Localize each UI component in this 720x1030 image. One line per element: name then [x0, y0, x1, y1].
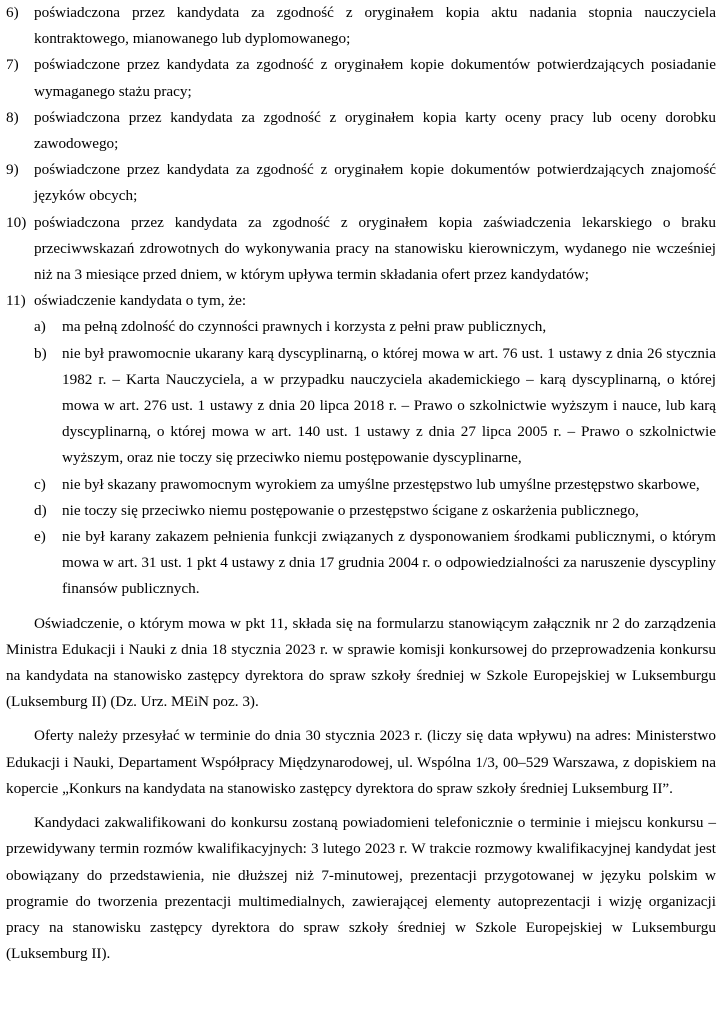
list-item — [6, 105, 716, 157]
list-item — [6, 210, 716, 289]
list-item-number: 10) — [6, 213, 27, 231]
sub-list-item-text: ma pełną zdolność do czynności prawnych i korzysta z pełni praw publicznych, — [62, 318, 547, 336]
sub-list-item-letter: d) — [34, 501, 47, 519]
list-item-text: poświadczona przez kandydata za zgodność z oryginałem kopia aktu nadania stopnia nauczyciela kontraktowego, mianowanego lub dyplomowanego; — [34, 4, 716, 48]
list-item — [6, 288, 716, 314]
sub-list-item-letter: b) — [34, 344, 47, 362]
list-item — [6, 0, 716, 52]
list-item-text: oświadczenie kandydata o tym, że: — [34, 292, 247, 310]
paragraph-declaration: Oświadczenie, o którym mowa w pkt 11, składa się na formularzu stanowiącym załącznik nr 2 do zarządzenia Ministra Edukacji i Nauki z dnia 18 stycznia 2023 r. w sprawie komisji konkursowej do przeprowadzenia konkursu na kandydata na stanowisko zastępcy dyrektora do spraw szkoły średniej w Szkole Europejskiej w Luksemburgu (Luksemburg II) (Dz. Urz. MEiN poz. 3). — [6, 614, 716, 711]
list-item — [6, 157, 716, 209]
sub-list-item-text: nie był prawomocnie ukarany karą dyscyplinarną, o której mowa w art. 76 ust. 1 ustawy z dnia 26 stycznia 1982 r. – Karta Nauczyciela, a w przypadku nauczyciela akademickiego – karą dyscyplinarną, o której mowa w art. 276 ust. 1 ustawy z dnia 20 lipca 2018 r. – Prawo o szkolnictwie wyższym i nauce, lub karą dyscyplinarną, o której mowa w art. 140 ust. 1 ustawy z dnia 27 lipca 2005 r. – Prawo o szkolnictwie wyższym, oraz nie toczy się przeciwko niemu postępowanie dyscyplinarne, — [62, 344, 716, 467]
sub-list-item — [34, 314, 716, 340]
sub-list-item-text: nie był karany zakazem pełnienia funkcji związanych z dysponowaniem środkami publicznymi, o którym mowa w art. 31 ust. 1 pkt 4 ustawy z dnia 17 grudnia 2004 r. o odpowiedzialności za naruszenie dyscypliny finansów publicznych. — [62, 528, 716, 598]
list-item-text: poświadczona przez kandydata za zgodność z oryginałem kopia karty oceny pracy lub oceny dorobku zawodowego; — [34, 108, 716, 153]
sub-list-item-letter: e) — [34, 528, 46, 546]
numbered-list — [6, 0, 716, 603]
list-item-number: 8) — [6, 108, 19, 126]
paragraph-interview: Kandydaci zakwalifikowani do konkursu zostaną powiadomieni telefonicznie o terminie i miejscu konkursu – przewidywany termin rozmów kwalifikacyjnych: 3 lutego 2023 r. W trakcie rozmowy kwalifikacyjnej kandydat jest obowiązany do przedstawienia, nie dłuższej niż 7-minutowej, prezentacji przygotowanej w języku polskim w programie do tworzenia prezentacji multimedialnych, zawierającej elementy autoprezentacji i wizję organizacji pracy na stanowisku zastępcy dyrektora do spraw szkoły średniej w Szkole Europejskiej w Luksemburgu (Luksemburg II). — [6, 814, 716, 963]
list-item-number: 7) — [6, 56, 19, 74]
list-item-number: 11) — [6, 292, 26, 310]
sub-list-item-letter: c) — [34, 475, 46, 493]
list-item — [6, 52, 716, 104]
list-item-text: poświadczona przez kandydata za zgodność z oryginałem kopia zaświadczenia lekarskiego o braku przeciwwskazań zdrowotnych do wykonywania pracy na stanowisku kierowniczym, wydanego nie wcześniej niż na 3 miesiące przed dniem, w którym upływa termin składania ofert przez kandydatów; — [34, 213, 716, 284]
sub-list-item — [34, 524, 716, 603]
paragraph-submission: Oferty należy przesyłać w terminie do dnia 30 stycznia 2023 r. (liczy się data wpływu) na adres: Ministerstwo Edukacji i Nauki, Departament Współpracy Międzynarodowej, ul. Wspólna 1/3, 00–529 Warszawa, z dopiskiem na kopercie „Konkurs na kandydata na stanowisko zastępcy dyrektora do spraw szkoły średniej Luksemburg II”. — [6, 727, 716, 797]
sub-list-item-text: nie toczy się przeciwko niemu postępowanie o przestępstwo ścigane z oskarżenia publicznego, — [62, 501, 639, 519]
list-item-number: 6) — [6, 4, 19, 21]
sub-list-item-letter: a) — [34, 318, 46, 336]
sub-list-item — [34, 472, 716, 498]
sub-list-item — [34, 341, 716, 472]
list-item-number: 9) — [6, 161, 19, 179]
list-item-text: poświadczone przez kandydata za zgodność z oryginałem kopie dokumentów potwierdzających posiadanie wymaganego stażu pracy; — [34, 56, 716, 100]
sub-list-item — [34, 498, 716, 524]
sub-list-item-text: nie był skazany prawomocnym wyrokiem za umyślne przestępstwo lub umyślne przestępstwo skarbowe, — [62, 475, 700, 493]
list-item-text: poświadczone przez kandydata za zgodność z oryginałem kopie dokumentów potwierdzających znajomość języków obcych; — [34, 161, 716, 205]
